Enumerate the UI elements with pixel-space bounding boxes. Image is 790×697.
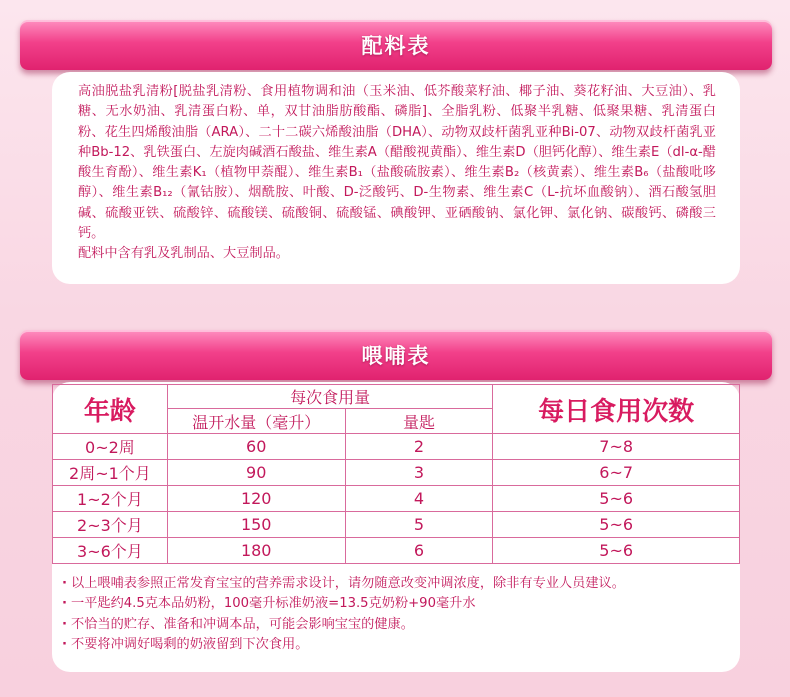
note-item: · 不要将冲调好喝剩的奶液留到下次食用。 [62,635,625,655]
cell-times: 5~6 [493,538,740,564]
cell-scoops: 6 [345,538,493,564]
table-row [53,538,740,564]
cell-scoops: 2 [345,434,493,460]
feeding-table [52,384,740,564]
header-age: 年龄 [53,385,168,434]
table-row [53,486,740,512]
feeding-banner [20,330,772,380]
cell-water: 150 [167,512,345,538]
cell-scoops: 4 [345,486,493,512]
note-item: · 不恰当的贮存、准备和冲调本品，可能会影响宝宝的健康。 [62,615,625,635]
cell-times: 6~7 [493,460,740,486]
cell-times: 5~6 [493,512,740,538]
ingredients-list [52,72,740,265]
table-row [53,512,740,538]
allergen-note: 配料中含有乳及乳制品、大豆制品。 [78,246,289,262]
feeding-title: 喂哺表 [361,344,431,368]
feeding-notes [62,574,625,655]
table-row [53,460,740,486]
cell-age: 1~2个月 [53,486,168,512]
ingredients-card [52,72,740,284]
cell-age: 2周~1个月 [53,460,168,486]
cell-water: 60 [167,434,345,460]
cell-age: 0~2周 [53,434,168,460]
note-item: · 一平匙约4.5克本品奶粉，100毫升标准奶液=13.5克奶粉+90毫升水 [62,594,625,614]
cell-water: 120 [167,486,345,512]
feeding-card [52,382,740,672]
cell-scoops: 5 [345,512,493,538]
cell-water: 90 [167,460,345,486]
cell-times: 5~6 [493,486,740,512]
header-scoops: 量匙 [345,409,493,434]
cell-times: 7~8 [493,434,740,460]
note-item: · 以上喂哺表参照正常发育宝宝的营养需求设计，请勿随意改变冲调浓度，除非有专业人员建议。 [62,574,625,594]
ingredients-title: 配料表 [361,34,431,58]
table-row [53,434,740,460]
header-per-meal: 每次食用量 [167,385,493,409]
cell-age: 3~6个月 [53,538,168,564]
ingredients-banner [20,20,772,70]
ingredients-text: 高油脱盐乳清粉[脱盐乳清粉、食用植物调和油（玉米油、低芥酸菜籽油、椰子油、葵花籽油、大豆油）、乳糖、无水奶油、乳清蛋白粉、单，双甘油脂肪酸酯、磷脂]、全脂乳粉、低聚半乳糖、低聚果糖、乳清蛋白粉、花生四烯酸油脂（ARA）、二十二碳六烯酸油脂（DHA）、动物双歧杆菌乳亚种Bi-07、动物双歧杆菌乳亚种Bb-12、乳铁蛋白、左旋肉碱酒石酸盐、维生素A（醋酸视黄酯）、维生素D（胆钙化醇）、维生素E（dl-α-醋酸生育酚）、维生素K₁（植物甲萘醌）、维生素B₁（盐酸硫胺素）、维生素B₂（核黄素）、维生素B₆（盐酸吡哆醇）、维生素B₁₂（氰钴胺）、烟酰胺、叶酸、D-泛酸钙、D-生物素、维生素C（L-抗坏血酸钠）、酒石酸氢胆碱、硫酸亚铁、硫酸锌、硫酸镁、硫酸铜、硫酸锰、碘酸钾、亚硒酸钠、氯化钾、氯化钠、碳酸钙、磷酸三钙。 [78,84,716,242]
cell-scoops: 3 [345,460,493,486]
cell-age: 2~3个月 [53,512,168,538]
header-water: 温开水量（毫升） [167,409,345,434]
cell-water: 180 [167,538,345,564]
header-daily-times: 每日食用次数 [493,385,740,434]
